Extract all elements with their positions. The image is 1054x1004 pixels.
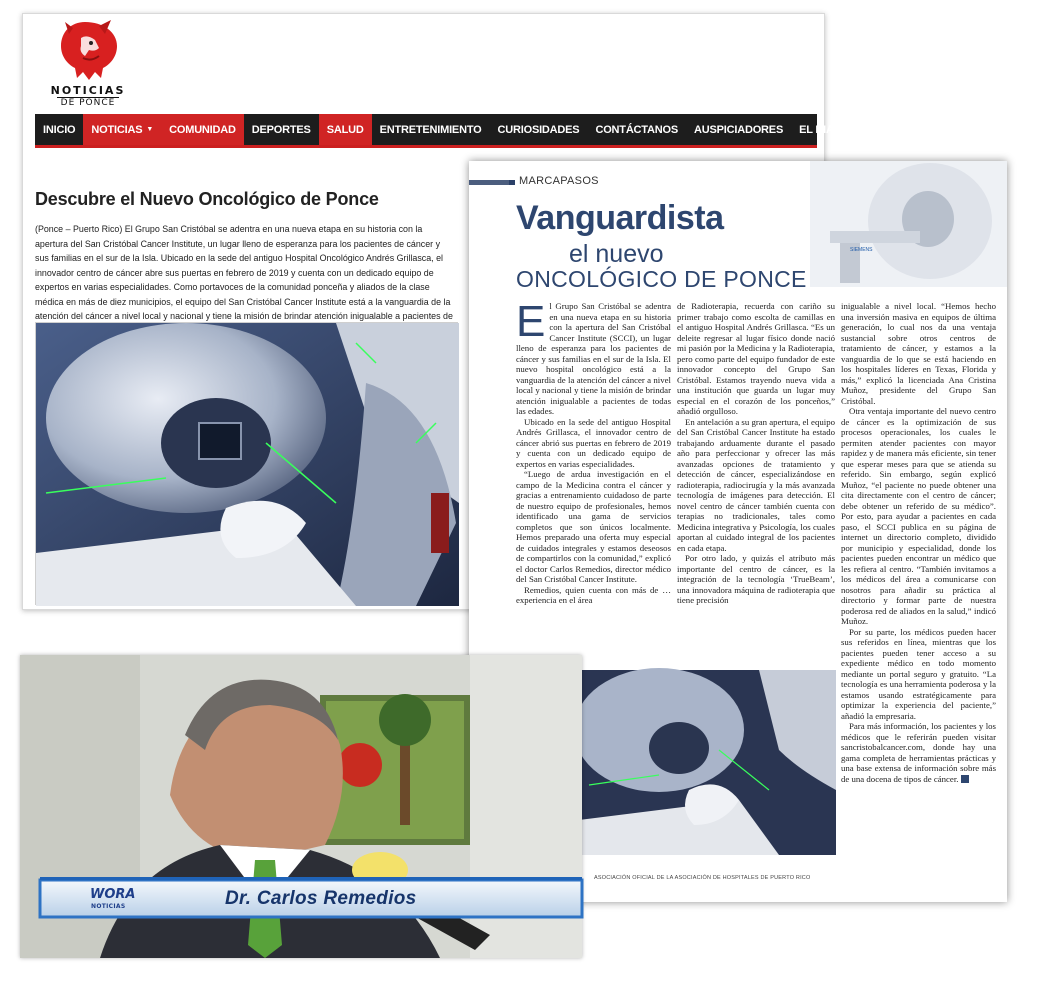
radiotherapy-photo[interactable]: [35, 322, 458, 605]
column-paragraph: Ubicado en la sede del antiguo Hospital Andrés Grillasca, el innovador centro de cáncer abrió sus puertas en febrero de 2019 y cuenta con un dedicado equipo de expertos en varias especialidades.: [516, 416, 671, 469]
radiotherapy-machine-image: [579, 670, 836, 855]
column-paragraph: En antelación a su gran apertura, el equipo del San Cristóbal Cancer Institute ha estado trabajando arduamente durante el pasado año para perfeccionar y ofrecer las más avanzadas opciones de tratamiento y detección de cáncer, especializándose en radioterapia, radiocirugía y la más avanzada tecnología de imágenes para detección. El novel centro de cáncer también cuenta con terapias no tradicionales, tales como Medicina integrativa y Psicología, los cuales aportan al cuidado integral de los pacientes en cada etapa.: [677, 416, 835, 553]
magazine-footer: ASOCIACIÓN OFICIAL DE LA ASOCIACIÓN DE HOSPITALES DE PUERTO RICO: [594, 875, 811, 881]
column-paragraph: Remedios, quien cuenta con más de … experiencia en el área: [516, 584, 671, 605]
lower-third-name: Dr. Carlos Remedios: [225, 888, 417, 909]
channel-logo-sub: NOTICIAS: [91, 903, 126, 910]
radiotherapy-machine-image: [36, 323, 459, 606]
closing-paragraph-text: Para más información, los pacientes y los médicos que le referirán pueden visitar sancristobalcancer.com, donde hay una gama completa de herramientas prácticas y una base extensa de información sobre más de una docena de tipos de cáncer.: [841, 721, 996, 784]
headline-line-1: Vanguardista: [516, 199, 724, 237]
section-bar: [469, 180, 509, 185]
nav-label: EL DIARIO: [799, 123, 853, 136]
nav-item-comunidad[interactable]: [161, 114, 244, 145]
nav-label: DEPORTES: [251, 123, 311, 136]
article-column-3: [841, 301, 996, 891]
nav-item-noticias[interactable]: [83, 114, 161, 145]
nav-item-contactanos[interactable]: [587, 114, 686, 145]
column-paragraph: “Luego de ardua investigación en el campo de la Medicina contra el cáncer y gracias a entrenamiento cuidadoso de parte de nuestro equipo de profesionales, hemos identificado una gama de servicios completos que son únicos localmente. Hemos preparado una oferta muy especial de cuidados integrales y estamos deseosos de compartirlos con la comunidad,” explicó el doctor Carlos Remedios, director médico del San Cristóbal Cancer Institute.: [516, 469, 671, 584]
nav-label: CONTÁCTANOS: [595, 123, 678, 136]
nav-item-google[interactable]: [861, 114, 924, 145]
nav-item-deportes[interactable]: [244, 114, 319, 145]
nav-label: INICIO: [43, 123, 76, 136]
column-paragraph: Por otro lado, y quizás el atributo más importante del centro de cáncer, es la integración de la tecnología ‘TrueBeam’, una innovadora máquina de radioterapia que tiene precisión: [677, 553, 835, 605]
nav-label: COMUNIDAD: [169, 123, 236, 136]
nav-item-entretenimiento[interactable]: [372, 114, 490, 145]
column-paragraph: l Grupo San Cristóbal se adentra en una nueva etapa en su historia con la apertura del San Cristóbal Cancer Institute (SCCI), un lugar lleno de esperanza para los pacientes de cáncer y sus familias en el sur de la Isla. El nuevo hospital oncológico está a la vanguardia de la atención del cáncer a nivel local y nacional y tiene la misión de brindar atención inigualable a pacientes de todas las edades.: [516, 301, 671, 416]
nav-label: AUSPICIADORES: [694, 123, 784, 136]
section-label: MARCAPASOS: [519, 175, 599, 187]
nav-item-curiosidades[interactable]: [490, 114, 588, 145]
nav-item-salud[interactable]: [319, 114, 372, 145]
dropcap-letter: E: [516, 297, 546, 346]
article-title: Descubre el Nuevo Oncológico de Ponce: [35, 189, 379, 209]
article-column-1: [516, 297, 671, 657]
ct-scanner-photo: [810, 161, 1007, 287]
column-paragraph: Por su parte, los médicos pueden hacer sus referidos en línea, mientras que los pacientes pueden tener acceso a su expediente médico en todo momento mediante un portal seguro y gratuito. “La tecnología es una herramienta poderosa y la estamos usando estratégicamente para optimizar la experiencia del paciente,” añadió la empresaria.: [841, 626, 996, 721]
logo-brand-text: NOTICIAS: [50, 84, 126, 97]
nav-label: SALUD: [326, 123, 364, 136]
lion-logo-icon: [55, 18, 123, 82]
nav-item-el-diario[interactable]: [791, 114, 861, 145]
column-paragraph: [841, 721, 996, 784]
chevron-down-icon: ▼: [146, 126, 154, 133]
ct-scanner-image: [810, 161, 1007, 287]
main-nav: [35, 114, 916, 148]
nav-label: GOOGLE: [868, 123, 916, 136]
headline-line-3: ONCOLÓGICO DE PONCE: [516, 266, 807, 292]
nav-label: CURIOSIDADES: [497, 123, 580, 136]
headline-line-2: el nuevo: [569, 240, 664, 268]
magazine-radiotherapy-photo: [579, 670, 836, 855]
article-body: (Ponce – Puerto Rico) El Grupo San Cristóbal se adentra en una nueva etapa en su historia con la apertura del San Cristóbal Cancer Institute, un lugar lleno de esperanza para los pacientes de cáncer y sus familias en el sur de la Isla. Ubicado en la sede del antiguo Hospital Oncológico Andrés Grillasca, el innovador centro de cáncer abre sus puertas en febrero de 2019 y cuenta con un dedicado equipo de expertos en varias especialidades. Como portavoces de la comunidad ponceña y aliados de la clase médica en más de diez municipios, el equipo del San Cristóbal Cancer Institute está a la vanguardia de la atención del cáncer a nivel local y nacional y tiene la misión de brindar atención inigualable a pacientes de: [35, 224, 453, 321]
column-paragraph: de Radioterapia, recuerda con cariño su primer trabajo como escolta de camillas en el antiguo Hospital Andrés Grillasca. “Es un deleite regresar al lugar físico donde nació mi pasión por la Medicina y la Radioterapia, pero como parte del equipo fundador de este innovador concepto del Grupo San Cristóbal. Estamos trayendo nueva vida a una institución que guarda un lugar muy especial en el corazón de los ponceños,” añadió orgulloso.: [677, 301, 835, 416]
channel-logo: [90, 885, 146, 915]
nav-label: NOTICIAS: [91, 123, 143, 136]
nav-item-inicio[interactable]: [35, 114, 83, 145]
section-bar-accent: [509, 180, 515, 185]
column-paragraph: inigualable a nivel local. “Hemos hecho una inversión masiva en equipos de última generación, lo cual nos da una ventaja sustancial sobre otros centros de tratamiento de cáncer, y estamos a la vanguardia de lo que se está haciendo en los hospitales líderes en Texas, Florida y más,” explicó la licenciada Ana Cristina Muñoz, presidente del Grupo San Cristóbal.: [841, 301, 996, 406]
site-logo[interactable]: [45, 18, 125, 108]
column-paragraph: Otra ventaja importante del nuevo centro de cáncer es la optimización de sus procesos operacionales, los cuales le permiten atender pacientes con mayor rapidez y de manera más eficiente, sin tener que esperar meses para que se atienda su referido. Sin embargo, según explicó Muñoz, “el paciente no puede obtener una cita directamente con el centro de cáncer; debe obtener un referido de su médico”. Por esto, para ayudar a pacientes en cada paso, el SCCI publica en su página de internet un directorio completo, dividido por municipio y especialidad, donde los pacientes pueden encontrar un médico que les refiera al centro. “También invitamos a los médicos del área a comunicarse con nosotros para añadir su práctica al directorio y formar parte de nuestra poderosa red de aliados en la salud,” indicó Muñoz.: [841, 406, 996, 626]
ct-scanner-brand: SIEMENS: [850, 247, 873, 253]
nav-item-auspiciadores[interactable]: [686, 114, 791, 145]
channel-logo-text: WORA: [90, 887, 136, 902]
nav-label: ENTRETENIMIENTO: [379, 123, 482, 136]
tv-interview-still: [20, 655, 582, 958]
logo-brand-sub-text: DE PONCE: [60, 98, 116, 108]
end-of-article-icon: [961, 775, 969, 783]
article-column-2: [677, 301, 835, 677]
